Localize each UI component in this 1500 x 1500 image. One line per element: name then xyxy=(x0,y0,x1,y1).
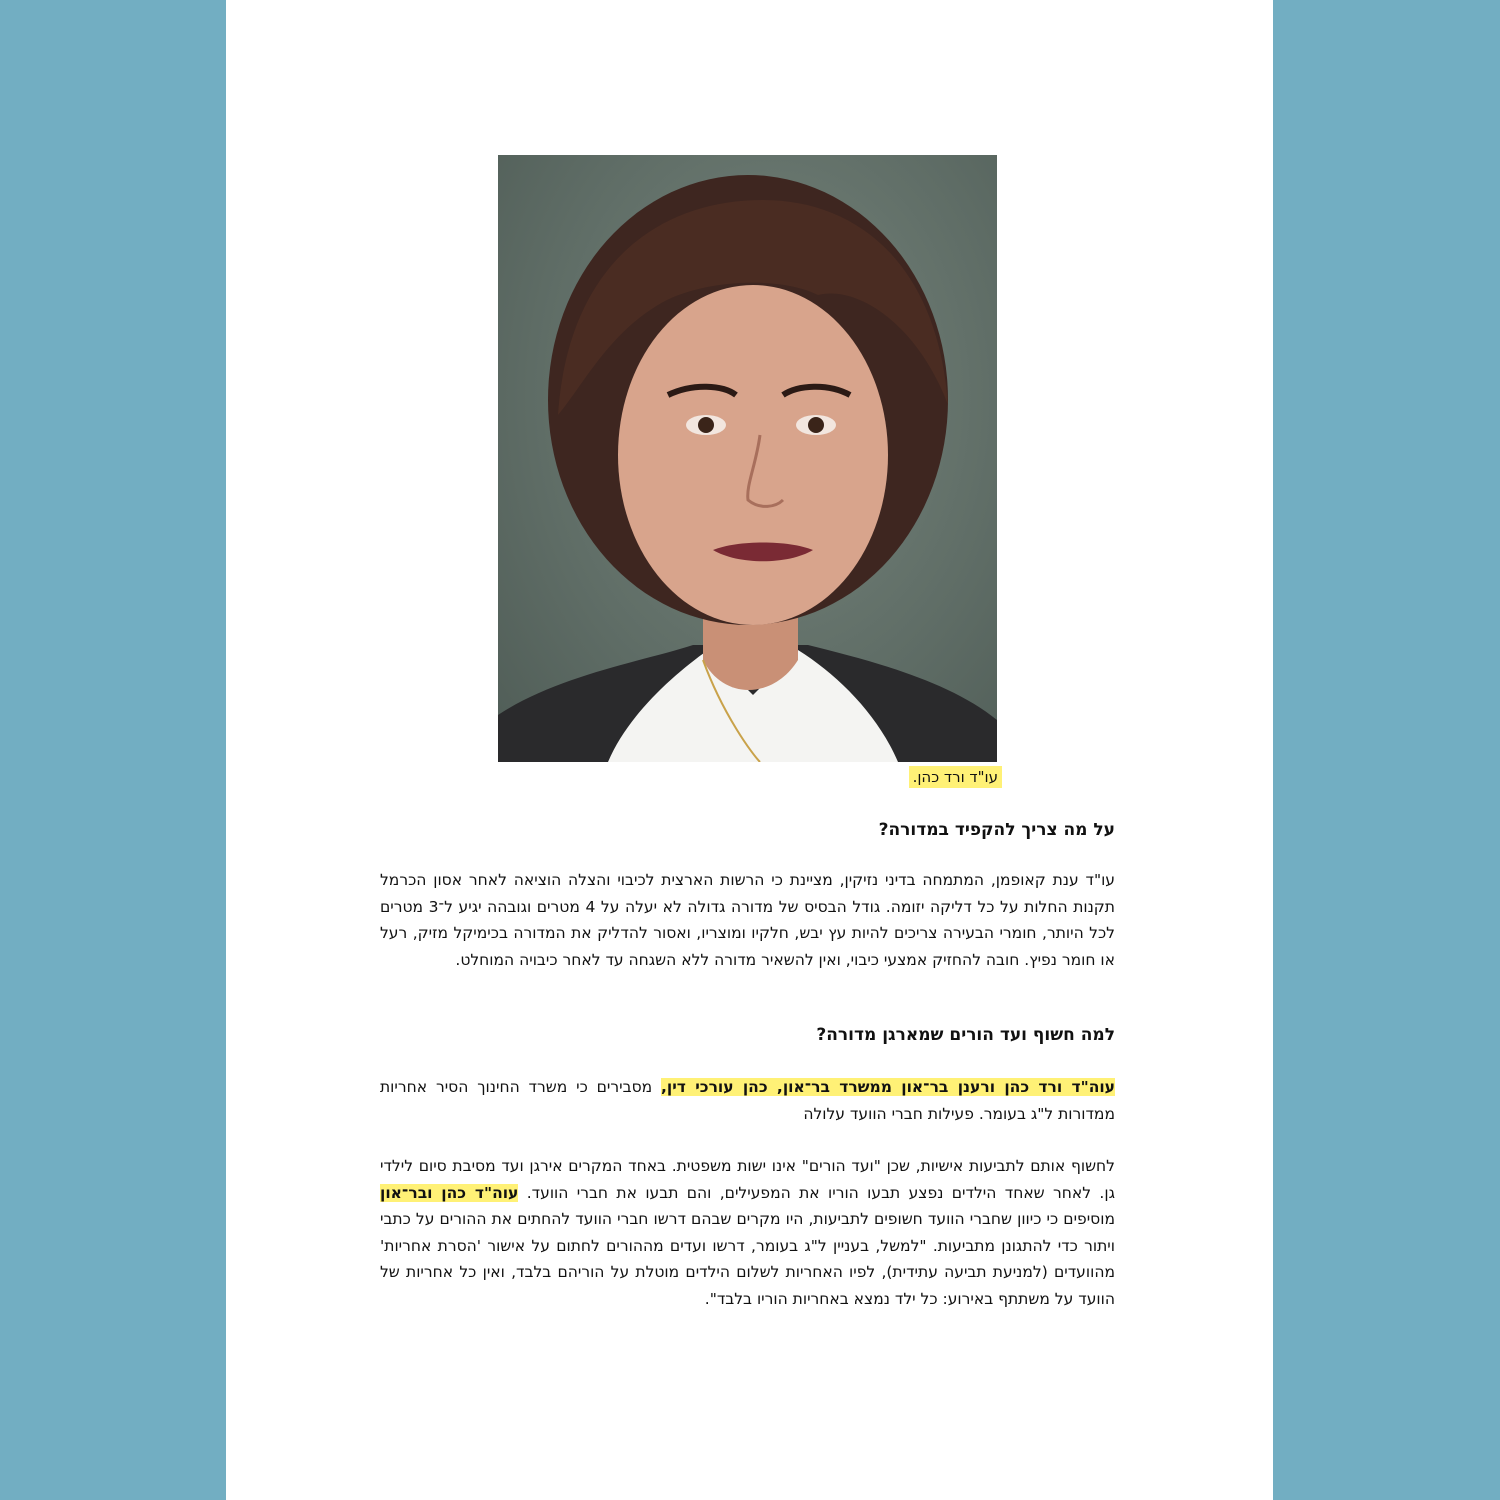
section-heading-parents-committee: למה חשוף ועד הורים שמארגן מדורה? xyxy=(816,1025,1115,1045)
portrait-illustration xyxy=(498,155,997,762)
paragraph-text: מסבירים כי משרד החינוך הסיר אחריות ממדורות ל"ג בעומר. פעילות חברי הוועד עלולה xyxy=(380,1078,1115,1123)
portrait-photo xyxy=(498,155,997,762)
paragraph-text: מוסיפים כי כיוון שחברי הוועד חשופים לתביעות, היו מקרים שבהם דרשו חברי הוועד להחתים את ההורים על כתבי ויתור כדי להתגונן מתביעות. "למשל, בעניין ל"ג בעומר, דרשו ועדים מההורים לחתום על אישור 'הסרת אחריות' מהוועדים (למניעת תביעה עתידית), לפיו האחריות לשלום הילדים מוטלת על הוריהם בלבד, ואין כל אחריות של הוועד על משתתף באירוע: כל ילד נמצא באחריות הוריו בלבד". xyxy=(380,1210,1115,1308)
section-heading-bonfire: על מה צריך להקפיד במדורה? xyxy=(878,820,1115,840)
document-page xyxy=(226,0,1273,1500)
section-paragraph-bonfire: עו"ד ענת קאופמן, המתמחה בדיני נזיקין, מציינת כי הרשות הארצית לכיבוי והצלה הוציאה לאחר אסון הכרמל תקנות החלות על כל דליקה יזומה. גודל הבסיס של מדורה גדולה לא יעלה על 4 מטרים וגובהה יגיע ל־3 מטרים לכל היותר, חומרי הבעירה צריכים להיות עץ יבש, חלקיו ומוצריו, ואסור להדליק את המדורה בכימיקל מזיק, רעל או חומר נפיץ. חובה להחזיק אמצעי כיבוי, ואין להשאיר מדורה ללא השגחה עד לאחר כיבויה המוחלט. xyxy=(380,871,1115,969)
highlighted-lawyers-names: עוה"ד ורד כהן ורענן בר־און ממשרד בר־און, כהן עורכי דין, xyxy=(661,1078,1115,1096)
paragraph-liability xyxy=(380,1153,1115,1312)
paragraph-text: לחשוף אותם לתביעות אישיות, שכן "ועד הורים" אינו ישות משפטית. באחד המקרים אירגן ועד מסיבת סיום לילדי גן. לאחר שאחד הילדים נפצע תבעו הוריו את המפעילים, והם תבעו את חברי הוועד. xyxy=(380,1157,1115,1202)
paragraph-lawyers-intro xyxy=(380,1074,1115,1127)
highlighted-lawyers-names: עוה"ד כהן ובר־און xyxy=(380,1183,519,1202)
photo-caption: עו"ד ורד כהן. xyxy=(909,766,1002,788)
